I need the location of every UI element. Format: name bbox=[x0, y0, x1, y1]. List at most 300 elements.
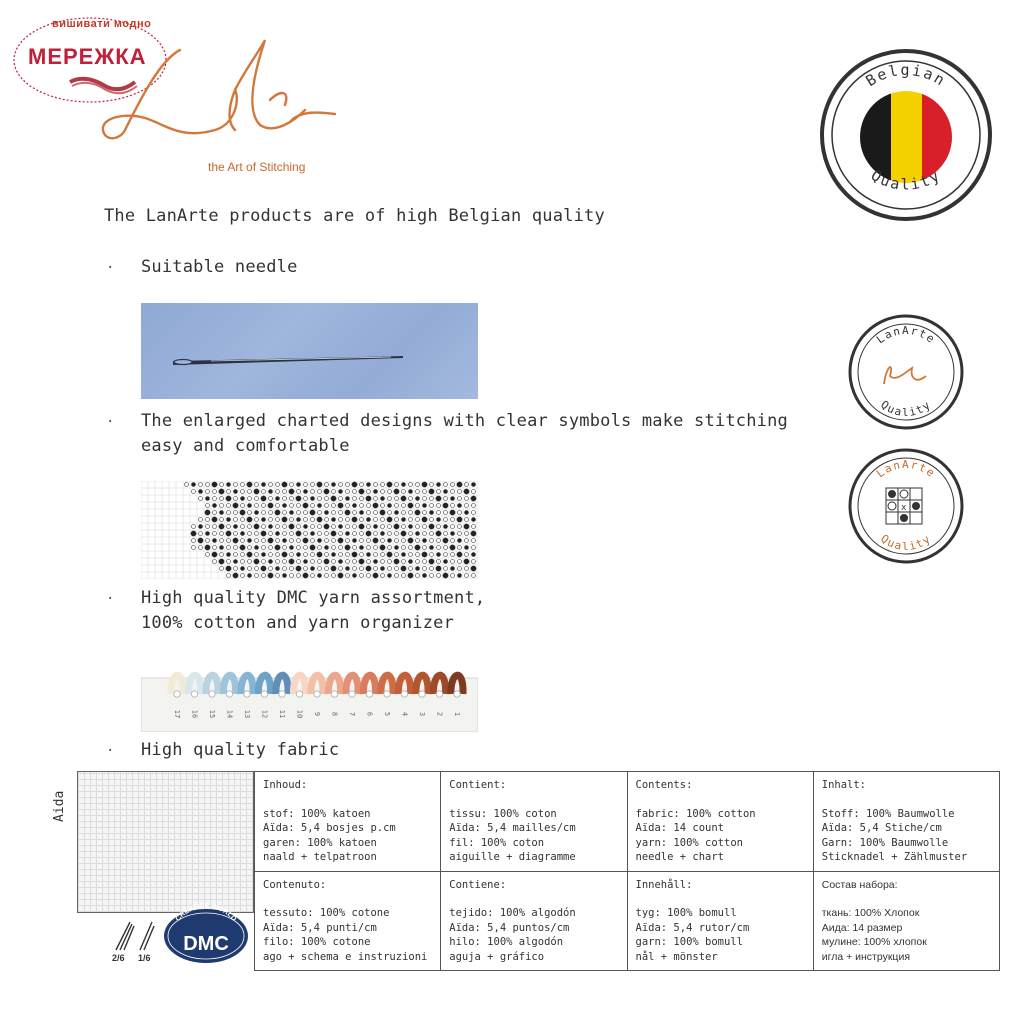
chart-symbol bbox=[283, 511, 287, 515]
chart-symbol bbox=[472, 539, 476, 543]
chart-symbol bbox=[311, 567, 315, 571]
chart-symbol bbox=[430, 518, 434, 522]
chart-symbol bbox=[458, 504, 462, 508]
chart-symbol bbox=[423, 546, 427, 550]
chart-symbol bbox=[437, 490, 441, 494]
chart-symbol bbox=[359, 524, 364, 529]
chart-symbol bbox=[311, 553, 315, 557]
yarn-organizer-image bbox=[141, 664, 478, 732]
chart-symbol bbox=[360, 483, 364, 487]
chart-symbol bbox=[436, 566, 441, 571]
chart-symbol bbox=[451, 504, 455, 508]
chart-symbol bbox=[346, 567, 350, 571]
chart-symbol bbox=[451, 497, 455, 501]
chart-symbol bbox=[359, 489, 364, 494]
chart-symbol bbox=[360, 497, 364, 501]
chart-symbol bbox=[416, 525, 420, 529]
chart-symbol bbox=[199, 490, 203, 494]
chart-symbol bbox=[290, 539, 294, 543]
chart-symbol bbox=[444, 560, 448, 564]
chart-symbol bbox=[226, 496, 231, 501]
chart-symbol bbox=[381, 525, 385, 529]
contents-cell-line: filo: 100% cotone bbox=[263, 936, 371, 948]
chart-symbol bbox=[213, 525, 217, 529]
chart-symbol bbox=[339, 546, 343, 550]
chart-symbol bbox=[311, 525, 315, 529]
svg-text:LanArte bbox=[874, 324, 938, 346]
chart-symbol bbox=[339, 490, 343, 494]
chart-symbol bbox=[261, 566, 266, 571]
chart-symbol bbox=[339, 511, 343, 515]
contents-cell bbox=[255, 772, 441, 872]
chart-symbol bbox=[429, 524, 434, 529]
chart-symbol bbox=[241, 504, 245, 508]
chart-symbol bbox=[346, 553, 350, 557]
lanarte-quality-seal bbox=[846, 312, 966, 432]
chart-symbol bbox=[275, 510, 280, 515]
chart-symbol bbox=[430, 483, 434, 487]
chart-symbol bbox=[199, 532, 203, 536]
chart-symbol bbox=[220, 511, 224, 515]
chart-symbol bbox=[451, 490, 455, 494]
chart-symbol bbox=[472, 518, 476, 522]
chart-symbol bbox=[206, 539, 210, 543]
chart-symbol bbox=[248, 504, 252, 508]
chart-symbol bbox=[226, 566, 231, 571]
chart-symbol bbox=[353, 511, 357, 515]
chart-heading-line1: The enlarged charted designs with clear symbols make stitching bbox=[141, 411, 788, 431]
yarn-number: 10 bbox=[295, 709, 304, 719]
chart-symbol bbox=[332, 539, 336, 543]
chart-symbol bbox=[464, 489, 469, 494]
chart-symbol bbox=[226, 531, 231, 536]
chart-symbol bbox=[388, 497, 392, 501]
chart-symbol bbox=[234, 483, 238, 487]
chart-sample-image bbox=[141, 481, 480, 579]
chart-symbol bbox=[353, 546, 357, 550]
chart-symbol bbox=[366, 566, 371, 571]
chart-symbol bbox=[297, 483, 301, 487]
chart-symbol bbox=[471, 566, 476, 571]
chart-symbol bbox=[401, 531, 406, 536]
chart-symbol bbox=[233, 573, 238, 578]
chart-symbol bbox=[409, 560, 413, 564]
chart-symbol bbox=[241, 539, 245, 543]
chart-symbol bbox=[241, 567, 245, 571]
chart-symbol bbox=[402, 490, 406, 494]
contents-cell-line: мулине: 100% хлопок bbox=[821, 936, 927, 948]
chart-symbol bbox=[360, 504, 364, 508]
chart-symbol bbox=[303, 503, 308, 508]
chart-symbol bbox=[367, 574, 371, 578]
chart-symbol bbox=[353, 504, 357, 508]
chart-symbol bbox=[198, 538, 203, 543]
chart-symbol bbox=[248, 511, 252, 515]
chart-symbol bbox=[213, 490, 217, 494]
chart-symbol bbox=[346, 497, 350, 501]
chart-symbol bbox=[353, 497, 357, 501]
chart-symbol bbox=[458, 511, 462, 515]
chart-symbol bbox=[304, 532, 308, 536]
chart-symbol bbox=[458, 490, 462, 494]
chart-symbol bbox=[395, 546, 399, 550]
chart-symbol bbox=[366, 531, 371, 536]
chart-symbol bbox=[458, 525, 462, 529]
contents-cell bbox=[255, 871, 441, 971]
chart-symbol bbox=[387, 552, 392, 557]
chart-symbol bbox=[205, 510, 210, 515]
chart-symbol bbox=[297, 546, 301, 550]
yarn-number: 16 bbox=[190, 709, 199, 719]
chart-symbol bbox=[283, 490, 287, 494]
chart-symbol bbox=[373, 573, 378, 578]
contents-cell-line: Stoff: 100% Baumwolle bbox=[821, 807, 955, 820]
contents-cell-line: Aïda: 5,4 puntos/cm bbox=[449, 921, 570, 934]
chart-symbol bbox=[255, 497, 259, 501]
chart-symbol bbox=[458, 539, 462, 543]
chart-symbol bbox=[381, 483, 385, 487]
chart-symbol bbox=[283, 546, 287, 550]
chart-symbol bbox=[206, 525, 210, 529]
chart-symbol bbox=[437, 504, 441, 508]
chart-symbol bbox=[353, 574, 357, 578]
chart-symbol bbox=[325, 567, 329, 571]
chart-symbol bbox=[402, 511, 406, 515]
belgian-seal-bottom-text: Quality bbox=[867, 165, 945, 194]
yarn-number: 12 bbox=[260, 709, 269, 719]
chart-symbol bbox=[248, 574, 252, 578]
chart-symbol bbox=[472, 504, 476, 508]
chart-symbol bbox=[374, 525, 378, 529]
chart-symbol bbox=[220, 539, 224, 543]
chart-symbol bbox=[430, 511, 434, 515]
chart-symbol bbox=[283, 504, 287, 508]
merezhka-slogan: вишивати модно bbox=[52, 18, 152, 30]
chart-symbol bbox=[297, 490, 301, 494]
chart-symbol bbox=[409, 525, 413, 529]
chart-symbol bbox=[387, 482, 392, 487]
chart-symbol bbox=[381, 539, 385, 543]
chart-symbol bbox=[318, 490, 322, 494]
chart-symbol bbox=[212, 552, 217, 557]
chart-symbol bbox=[450, 510, 455, 515]
chart-symbol bbox=[458, 560, 462, 564]
chart-symbol bbox=[255, 574, 259, 578]
chart-symbol bbox=[472, 511, 476, 515]
contents-cell-heading: Состав набора: bbox=[821, 878, 898, 891]
chart-symbol bbox=[409, 511, 413, 515]
chart-symbol bbox=[332, 560, 336, 564]
chart-symbol bbox=[395, 574, 399, 578]
chart-symbol bbox=[332, 546, 336, 550]
chart-symbol bbox=[227, 525, 231, 529]
chart-symbol bbox=[331, 566, 336, 571]
chart-symbol bbox=[381, 490, 385, 494]
chart-symbol bbox=[289, 524, 294, 529]
yarn-number: 6 bbox=[365, 711, 374, 717]
chart-symbol bbox=[206, 532, 210, 536]
chart-symbol bbox=[241, 532, 245, 536]
chart-symbol bbox=[451, 567, 455, 571]
contents-cell-heading: Inhoud: bbox=[263, 779, 308, 791]
chart-symbol bbox=[359, 559, 364, 564]
chart-symbol bbox=[255, 539, 259, 543]
chart-symbol bbox=[282, 482, 287, 487]
chart-symbol bbox=[234, 567, 238, 571]
chart-symbol bbox=[304, 525, 308, 529]
chart-symbol bbox=[416, 560, 420, 564]
dmc-arc-text: CREATIVE WORLD bbox=[174, 902, 238, 923]
chart-symbol bbox=[332, 504, 336, 508]
chart-symbol bbox=[353, 539, 357, 543]
chart-symbol bbox=[262, 560, 266, 564]
chart-symbol bbox=[444, 511, 448, 515]
chart-symbol bbox=[254, 559, 259, 564]
chart-symbol bbox=[290, 553, 294, 557]
chart-symbol bbox=[465, 483, 469, 487]
chart-symbol bbox=[444, 546, 448, 550]
chart-symbol bbox=[241, 490, 245, 494]
chart-symbol bbox=[465, 546, 469, 550]
chart-symbol bbox=[465, 567, 469, 571]
chart-symbol bbox=[325, 539, 329, 543]
chart-symbol bbox=[254, 524, 259, 529]
chart-symbol bbox=[290, 532, 294, 536]
chart-symbol bbox=[262, 574, 266, 578]
chart-symbol bbox=[220, 553, 224, 557]
contents-cell-line: Aïda: 5,4 rutor/cm bbox=[635, 921, 750, 934]
chart-symbol bbox=[373, 503, 378, 508]
chart-symbol bbox=[331, 496, 336, 501]
chart-symbol bbox=[423, 567, 427, 571]
chart-symbol bbox=[409, 546, 413, 550]
chart-symbol bbox=[247, 552, 252, 557]
contents-cell-line: naald + telpatroon bbox=[263, 851, 377, 863]
chart-symbol bbox=[227, 553, 231, 557]
chart-symbol bbox=[472, 483, 476, 487]
chart-symbol bbox=[332, 574, 336, 578]
chart-symbol bbox=[262, 483, 266, 487]
chart-symbol bbox=[227, 546, 231, 550]
chart-symbol bbox=[234, 546, 238, 550]
contents-cell-line: Аида: 14 размер bbox=[821, 921, 903, 934]
chart-symbol bbox=[325, 553, 329, 557]
chart-symbol bbox=[443, 503, 448, 508]
chart-symbol bbox=[248, 546, 252, 550]
chart-symbol bbox=[457, 552, 462, 557]
chart-symbol bbox=[241, 574, 245, 578]
chart-symbol bbox=[303, 573, 308, 578]
chart-symbol bbox=[388, 574, 392, 578]
chart-symbol bbox=[423, 539, 427, 543]
chart-symbol bbox=[408, 503, 413, 508]
contents-row bbox=[255, 772, 1000, 872]
contents-row bbox=[255, 871, 1000, 971]
chart-symbol bbox=[311, 560, 315, 564]
chart-symbol bbox=[268, 573, 273, 578]
chart-symbol bbox=[444, 525, 448, 529]
chart-symbol bbox=[472, 574, 476, 578]
chart-symbol bbox=[220, 567, 224, 571]
chart-symbol bbox=[255, 553, 259, 557]
chart-symbol bbox=[374, 518, 378, 522]
chart-symbol bbox=[436, 531, 441, 536]
chart-symbol bbox=[464, 524, 469, 529]
chart-symbol bbox=[416, 539, 420, 543]
chart-symbol bbox=[192, 525, 196, 529]
chart-symbol bbox=[262, 511, 266, 515]
chart-symbol bbox=[213, 497, 217, 501]
chart-symbol bbox=[191, 531, 196, 536]
chart-symbol bbox=[283, 574, 287, 578]
chart-symbol bbox=[192, 546, 196, 550]
chart-symbol bbox=[457, 482, 462, 487]
chart-symbol bbox=[352, 482, 357, 487]
bullet-dot: · bbox=[106, 591, 115, 607]
contents-cell-line: stof: 100% katoen bbox=[263, 807, 371, 820]
chart-symbol bbox=[458, 567, 462, 571]
chart-symbol bbox=[360, 546, 364, 550]
chart-symbol bbox=[367, 490, 371, 494]
chart-symbol bbox=[199, 546, 203, 550]
contents-cell-heading: Inhalt: bbox=[821, 779, 867, 791]
chart-symbol bbox=[422, 517, 427, 522]
chart-symbol bbox=[430, 504, 434, 508]
chart-symbol bbox=[227, 504, 231, 508]
chart-symbol bbox=[366, 496, 371, 501]
chart-symbol bbox=[472, 490, 476, 494]
svg-text:x: x bbox=[901, 503, 907, 513]
chart-symbol bbox=[381, 553, 385, 557]
contents-cell-heading: Contenuto: bbox=[263, 878, 327, 891]
chart-symbol bbox=[423, 560, 427, 564]
chart-symbol bbox=[227, 518, 231, 522]
belgian-flag-icon bbox=[860, 91, 953, 183]
chart-symbol bbox=[297, 553, 301, 557]
chart-symbol bbox=[352, 517, 357, 522]
chart-symbol bbox=[304, 546, 308, 550]
contents-cell-line: tissu: 100% coton bbox=[449, 807, 557, 820]
chart-heading-line2: easy and comfortable bbox=[141, 436, 350, 456]
chart-symbol bbox=[269, 532, 273, 536]
contents-cell-heading: Contents: bbox=[635, 779, 693, 791]
chart-symbol bbox=[437, 546, 441, 550]
chart-symbol bbox=[381, 497, 385, 501]
chart-symbol bbox=[465, 518, 469, 522]
chart-seal-bottom-text: Quality bbox=[878, 531, 934, 553]
yarn-number: 2 bbox=[435, 711, 444, 717]
chart-symbol bbox=[289, 559, 294, 564]
chart-symbol bbox=[276, 504, 280, 508]
chart-symbol bbox=[457, 517, 462, 522]
chart-symbol bbox=[268, 503, 273, 508]
chart-symbol bbox=[465, 504, 469, 508]
chart-symbol bbox=[325, 483, 329, 487]
chart-symbol bbox=[192, 539, 196, 543]
chart-symbol bbox=[332, 518, 336, 522]
chart-symbol bbox=[402, 553, 406, 557]
chart-symbol bbox=[367, 483, 371, 487]
chart-symbol bbox=[325, 546, 329, 550]
chart-symbol bbox=[296, 531, 301, 536]
chart-symbol bbox=[339, 525, 343, 529]
chart-symbol bbox=[332, 553, 336, 557]
aida-fabric-image bbox=[77, 771, 254, 913]
chart-symbol bbox=[451, 539, 455, 543]
chart-symbol bbox=[444, 553, 448, 557]
contents-cell-line: ткань: 100% Хлопок bbox=[821, 907, 920, 919]
chart-symbol bbox=[304, 490, 308, 494]
yarn-number: 9 bbox=[313, 711, 321, 717]
chart-symbol bbox=[199, 483, 203, 487]
chart-symbol bbox=[220, 518, 224, 522]
bullet-dot: · bbox=[106, 260, 115, 276]
chart-symbol bbox=[325, 518, 329, 522]
yarn-number: 15 bbox=[208, 709, 216, 719]
chart-symbol bbox=[437, 518, 441, 522]
chart-symbol bbox=[248, 525, 252, 529]
chart-symbol bbox=[381, 504, 385, 508]
chart-symbol bbox=[262, 504, 266, 508]
chart-symbol bbox=[380, 510, 385, 515]
chart-symbol bbox=[318, 525, 322, 529]
chart-symbol bbox=[262, 553, 266, 557]
chart-symbol bbox=[318, 567, 322, 571]
chart-symbol bbox=[241, 560, 245, 564]
chart-symbol bbox=[304, 483, 308, 487]
chart-symbol bbox=[353, 525, 357, 529]
chart-symbol bbox=[437, 553, 441, 557]
chart-symbol bbox=[248, 560, 252, 564]
chart-symbol bbox=[360, 539, 364, 543]
chart-symbol bbox=[388, 567, 392, 571]
chart-symbol bbox=[304, 560, 308, 564]
chart-symbol bbox=[318, 574, 322, 578]
chart-symbol bbox=[310, 545, 315, 550]
chart-symbol bbox=[423, 511, 427, 515]
chart-symbol bbox=[276, 497, 280, 501]
chart-symbol bbox=[339, 483, 343, 487]
chart-symbol bbox=[234, 511, 238, 515]
chart-symbol bbox=[262, 539, 266, 543]
contents-cell-heading: Innehåll: bbox=[635, 878, 693, 891]
chart-symbol bbox=[290, 546, 294, 550]
chart-symbol bbox=[276, 518, 280, 522]
chart-symbol bbox=[472, 553, 476, 557]
chart-symbol bbox=[269, 490, 273, 494]
chart-symbol bbox=[402, 518, 406, 522]
chart-symbol bbox=[430, 567, 434, 571]
chart-symbol bbox=[444, 497, 448, 501]
chart-symbol bbox=[212, 482, 217, 487]
chart-symbol bbox=[290, 574, 294, 578]
chart-symbol bbox=[346, 490, 350, 494]
yarn-number: 3 bbox=[418, 711, 426, 717]
chart-symbol bbox=[374, 567, 378, 571]
chart-symbol bbox=[296, 566, 301, 571]
chart-symbol bbox=[381, 574, 385, 578]
contents-cell-line: Aïda: 5,4 bosjes p.cm bbox=[263, 822, 396, 834]
chart-symbol bbox=[394, 489, 399, 494]
chart-symbol bbox=[395, 511, 399, 515]
chart-symbol bbox=[185, 483, 189, 487]
chart-symbol bbox=[395, 483, 399, 487]
chart-symbol bbox=[254, 489, 259, 494]
chart-symbol bbox=[346, 504, 350, 508]
chart-symbol bbox=[269, 567, 273, 571]
chart-symbol bbox=[268, 538, 273, 543]
chart-symbol bbox=[409, 483, 413, 487]
